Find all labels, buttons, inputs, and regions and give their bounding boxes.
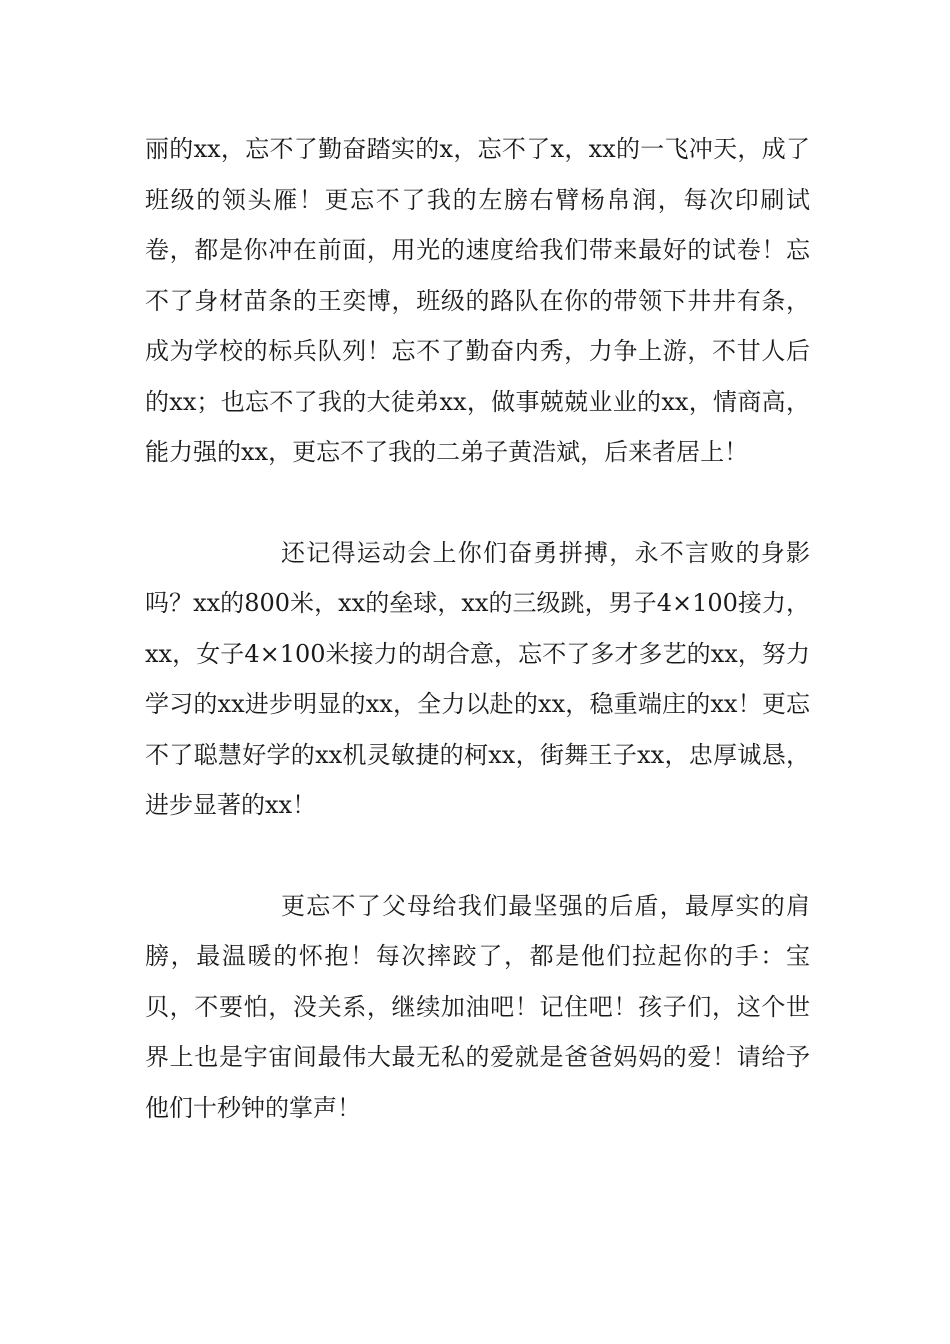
document-body <box>145 124 810 1133</box>
paragraph-1: 丽的xx，忘不了勤奋踏实的x，忘不了x，xx的一飞冲天，成了班级的领头雁！更忘不了我的左膀右臂杨帛润，每次印刷试卷，都是你冲在前面，用光的速度给我们带来最好的试卷！忘不了身材苗条的王奕博，班级的路队在你的带领下井井有条，成为学校的标兵队列！忘不了勤奋内秀，力争上游，不甘人后的xx；也忘不了我的大徒弟xx，做事兢兢业业的xx，情商高，能力强的xx，更忘不了我的二弟子黄浩斌，后来者居上！ <box>145 135 810 466</box>
paragraph-2: 还记得运动会上你们奋勇拼搏，永不言败的身影吗？xx的800米，xx的垒球，xx的三级跳，男子4×100接力，xx，女子4×100米接力的胡合意，忘不了多才多艺的xx，努力学习的xx进步明显的xx，全力以赴的xx，稳重端庄的xx！更忘不了聪慧好学的xx机灵敏捷的柯xx，街舞王子xx，忠厚诚恳，进步显著的xx！ <box>145 538 810 819</box>
paragraph-3: 更忘不了父母给我们最坚强的后盾，最厚实的肩膀，最温暖的怀抱！每次摔跤了，都是他们拉起你的手：宝贝，不要怕，没关系，继续加油吧！记住吧！孩子们，这个世界上也是宇宙间最伟大最无私的爱就是爸爸妈妈的爱！请给予他们十秒钟的掌声！ <box>145 891 810 1122</box>
